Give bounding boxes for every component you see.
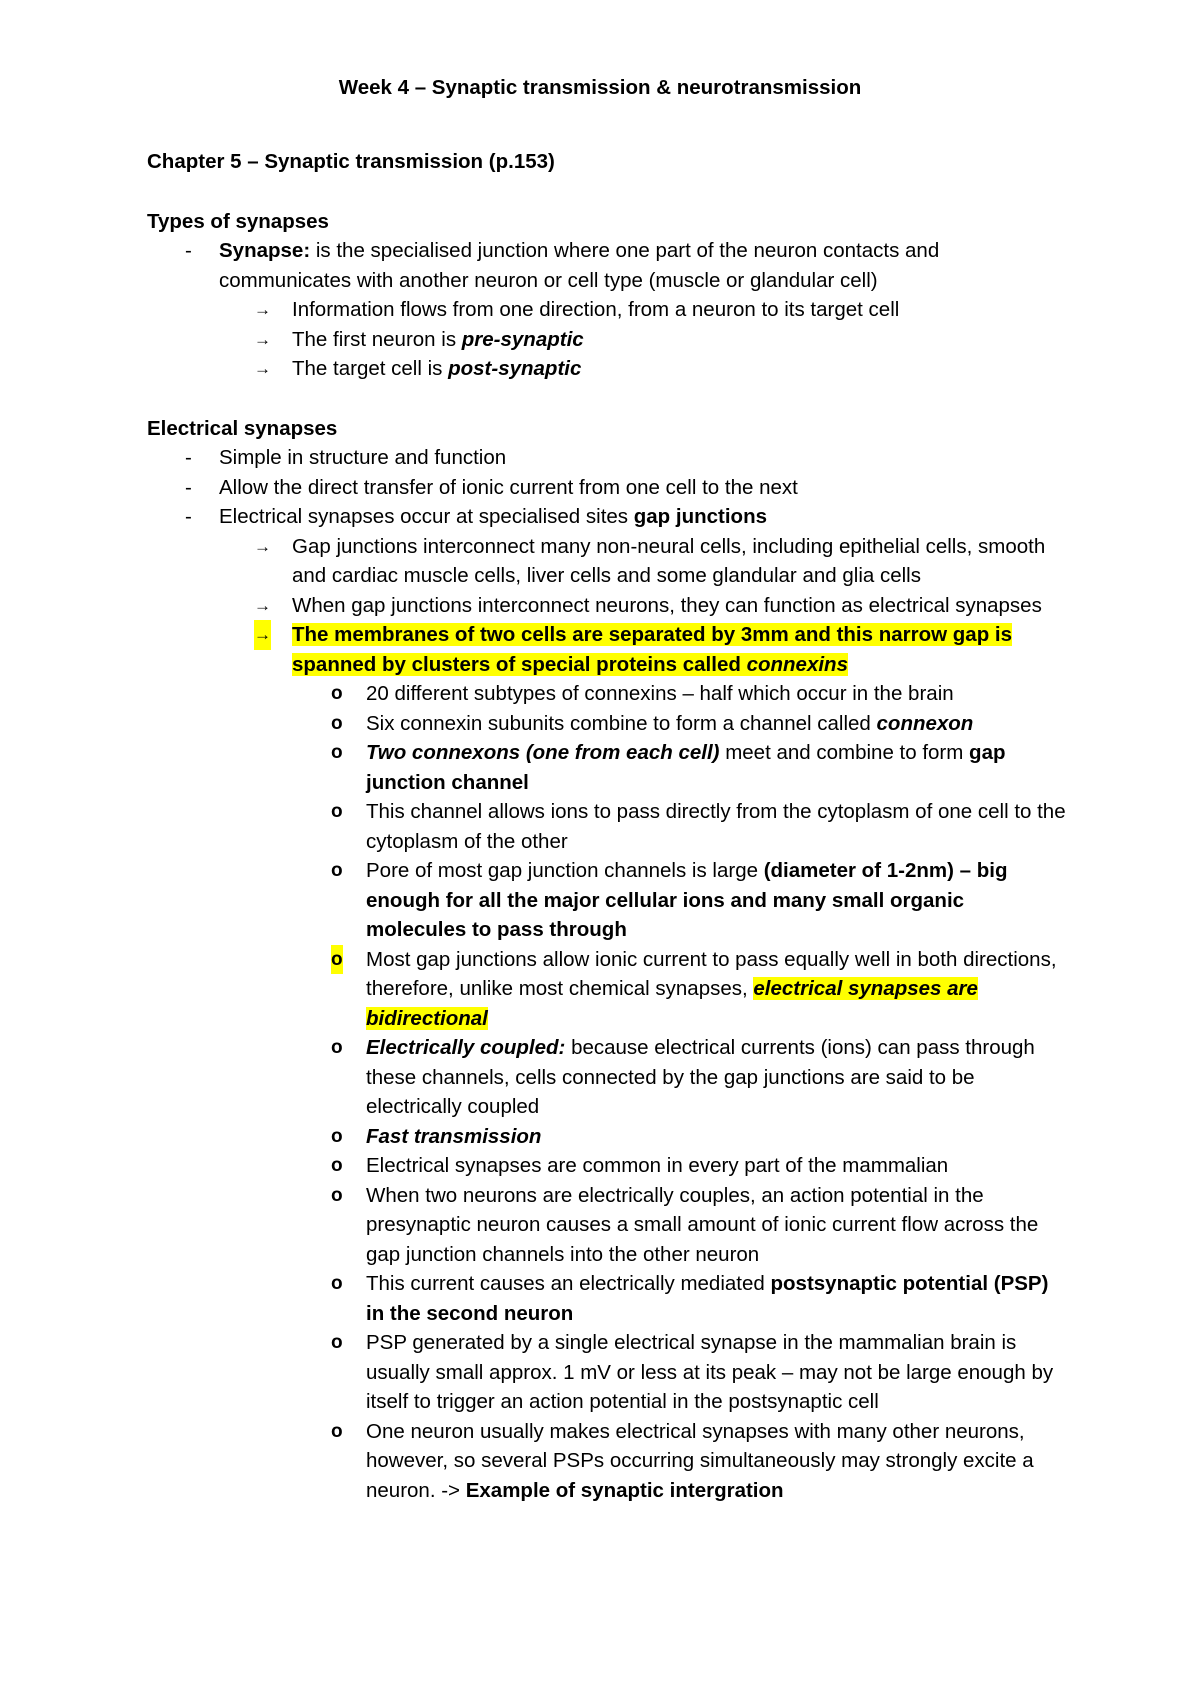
arrow-text: The first neuron is — [292, 327, 462, 351]
arrow-icon: → — [254, 300, 271, 319]
arrow-item — [147, 325, 1067, 355]
circle-bullet-icon: o — [331, 1332, 343, 1353]
term-psp: postsynaptic potential (PSP) in the second neuron — [366, 1272, 1049, 1325]
term-pore-size: (diameter of 1-2nm) – big enough for all the major cellular ions and many small organic molecules to pass through — [366, 859, 1008, 941]
arrow-text: The membranes of two cells are separated by 3mm and this narrow gap is spanned by clusters of special proteins called — [292, 623, 1013, 676]
circle-bullet-icon: o — [331, 1420, 343, 1442]
arrow-text: When gap junctions interconnect neurons, they can function as electrical synapses — [292, 593, 1042, 617]
chapter-heading: Chapter 5 – Synaptic transmission (p.153) — [147, 150, 555, 173]
sub-bullet-text: meet and combine to form — [719, 741, 970, 764]
sub-bullet-text: This channel allows ions to pass directly from the cytoplasm of one cell to the cytoplasm of the other — [366, 800, 1066, 853]
sub-bullet-text: When two neurons are electrically couples, an action potential in the presynaptic neuron causes a small amount of ionic current flow across the gap junction channels into the other neuron — [366, 1183, 1039, 1266]
sub-bullet-text: Pore of most gap junction channels is large — [366, 859, 764, 882]
bullet-text: Electrical synapses occur at specialised sites — [219, 505, 634, 528]
circle-bullet-icon: o — [331, 1273, 343, 1294]
circle-bullet-icon: o — [331, 945, 343, 975]
circle-bullet-icon: o — [331, 1184, 343, 1206]
dash-marker: - — [185, 446, 192, 469]
dash-marker: - — [185, 505, 192, 528]
sub-bullet — [147, 679, 1067, 709]
sub-bullet — [147, 1269, 1067, 1328]
term-connexins: connexins — [746, 652, 848, 676]
arrow-icon: → — [254, 536, 271, 556]
arrow-text: Gap junctions interconnect many non-neural cells, including epithelial cells, smooth and cardiac muscle cells, liver cells and some glandular and glia cells — [292, 534, 1046, 587]
sub-bullet — [147, 1122, 1067, 1152]
circle-bullet-icon: o — [331, 742, 343, 763]
section-heading-types: Types of synapses — [147, 209, 329, 233]
sub-bullet — [147, 709, 1067, 739]
term-synaptic-integration: Example of synaptic intergration — [465, 1478, 784, 1502]
term-pre-synaptic: pre-synaptic — [461, 327, 584, 351]
bullet-item — [147, 473, 1067, 503]
sub-bullet-text: This current causes an electrically mediated — [366, 1272, 771, 1295]
sub-bullet — [147, 856, 1067, 945]
sub-bullet-text: PSP generated by a single electrical synapse in the mammalian brain is usually small approx. 1 mV or less at its peak – may not be large enough by itself to trigger an action potential in the postsynaptic cell — [366, 1331, 1054, 1413]
term-gap-junction-channel: gap junction channel — [366, 741, 1006, 794]
term-bidirectional: electrical synapses are bidirectional — [366, 977, 978, 1030]
term-electrically-coupled: Electrically coupled: — [366, 1036, 566, 1059]
arrow-item — [147, 532, 1067, 591]
bullet-item — [147, 502, 1067, 532]
circle-bullet-icon: o — [331, 1155, 343, 1176]
arrow-item — [147, 591, 1067, 621]
page-title: Week 4 – Synaptic transmission & neurotransmission — [338, 76, 862, 99]
bullet-synapse — [147, 236, 1067, 295]
dash-marker: - — [185, 239, 192, 262]
arrow-icon: → — [254, 329, 271, 349]
term-connexon: connexon — [876, 711, 974, 735]
term-post-synaptic: post-synaptic — [448, 357, 582, 380]
arrow-item-highlighted — [147, 620, 1067, 679]
circle-bullet-icon: o — [331, 1125, 343, 1147]
document-body — [147, 147, 1067, 1505]
sub-bullet-text: Six connexin subunits combine to form a channel called — [366, 711, 877, 735]
arrow-icon: → — [254, 359, 271, 378]
bullet-text: Allow the direct transfer of ionic current from one cell to the next — [219, 475, 798, 499]
arrow-text: The target cell is — [292, 357, 449, 380]
sub-bullet — [147, 1181, 1067, 1270]
synapse-definition: is the specialised junction where one part of the neuron contacts and communicates with another neuron or cell type (muscle or glandular cell) — [219, 239, 940, 292]
section-heading-electrical: Electrical synapses — [147, 416, 338, 440]
sub-bullet — [147, 1328, 1067, 1417]
sub-bullet — [147, 945, 1067, 1034]
bullet-item — [147, 443, 1067, 473]
term-synapse: Synapse: — [219, 239, 311, 262]
arrow-item — [147, 354, 1067, 384]
term-fast-transmission: Fast transmission — [366, 1124, 542, 1148]
dash-marker: - — [185, 475, 192, 499]
arrow-icon: → — [254, 595, 271, 615]
sub-bullet-text: 20 different subtypes of connexins – half which occur in the brain — [366, 682, 954, 705]
arrow-text: Information flows from one direction, from a neuron to its target cell — [292, 298, 900, 321]
arrow-icon: → — [254, 620, 271, 650]
term-two-connexons: Two connexons (one from each cell) — [366, 741, 720, 764]
circle-bullet-icon: o — [331, 1037, 343, 1058]
sub-bullet-text: because electrical currents (ions) can pass through these channels, cells connected by the gap junctions are said to be electrically coupled — [366, 1036, 1035, 1118]
circle-bullet-icon: o — [331, 860, 343, 881]
circle-bullet-icon: o — [331, 712, 343, 734]
sub-bullet — [147, 738, 1067, 797]
circle-bullet-icon: o — [331, 801, 343, 822]
sub-bullet — [147, 1151, 1067, 1181]
term-gap-junctions: gap junctions — [633, 505, 767, 528]
sub-bullet-text: Most gap junctions allow ionic current to pass equally well in both directions, therefore, unlike most chemical synapses, — [366, 947, 1057, 1000]
sub-bullet — [147, 797, 1067, 856]
arrow-item — [147, 295, 1067, 325]
sub-bullet — [147, 1417, 1067, 1506]
sub-bullet-text: One neuron usually makes electrical synapses with many other neurons, however, so several PSPs occurring simultaneously may strongly excite a neuron. -> — [366, 1419, 1034, 1502]
bullet-text: Simple in structure and function — [219, 446, 507, 469]
sub-bullet — [147, 1033, 1067, 1122]
circle-bullet-icon: o — [331, 683, 343, 704]
sub-bullet-text: Electrical synapses are common in every part of the mammalian — [366, 1154, 949, 1177]
